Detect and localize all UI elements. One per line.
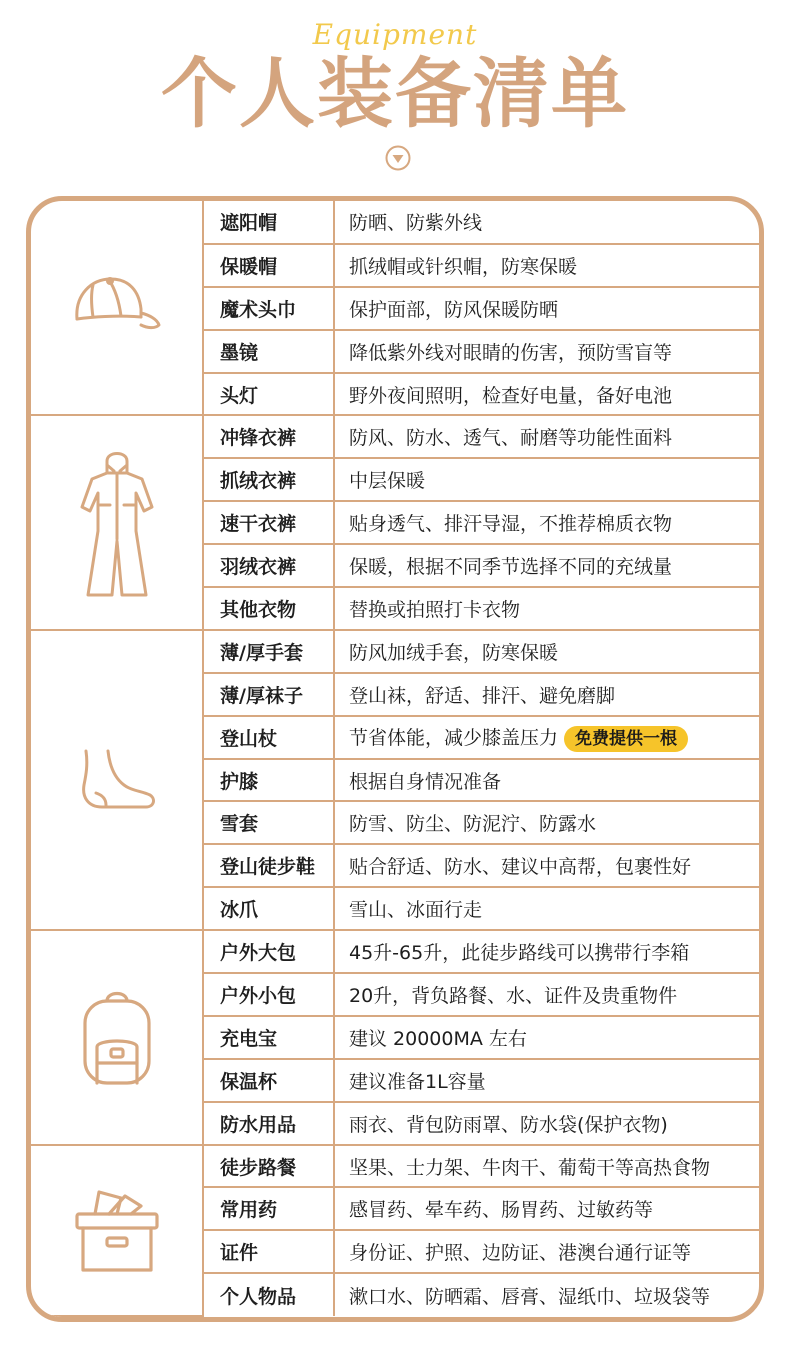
item-description-text: 替换或拍照打卡衣物 [349,598,521,621]
item-name: 保暖帽 [203,244,334,287]
item-name: 护膝 [203,759,334,802]
item-name: 薄/厚袜子 [203,673,334,716]
item-name: 证件 [203,1230,334,1273]
item-description [334,244,759,287]
item-name: 羽绒衣裤 [203,544,334,587]
item-description-text: 登山袜，舒适、排汗、避免磨脚 [349,684,616,707]
item-description-text: 坚果、士力架、牛肉干、葡萄干等高热食物 [349,1156,711,1179]
item-description [334,1016,759,1059]
equipment-panel [26,196,764,1322]
item-description [334,844,759,887]
header [0,0,790,195]
item-name: 魔术头巾 [203,287,334,330]
item-name: 冰爪 [203,887,334,930]
foot-icon [76,745,158,815]
table-row [31,930,759,973]
item-name: 户外大包 [203,930,334,973]
triangle-down-icon [385,145,411,171]
item-description [334,287,759,330]
box-icon [69,1184,165,1276]
table-row [31,201,759,244]
table-row [31,415,759,458]
item-description-text: 雨衣、背包防雨罩、防水袋(保护衣物) [349,1113,668,1136]
item-description [334,1187,759,1230]
item-description-text: 防晒、防紫外线 [349,212,483,235]
item-description [334,415,759,458]
subtitle: Equipment [312,18,478,51]
cap-icon [69,273,165,343]
item-description-text: 身份证、护照、边防证、港澳台通行证等 [349,1242,692,1265]
item-description [334,887,759,930]
item-name: 徒步路餐 [203,1145,334,1188]
item-description-text: 保暖，根据不同季节选择不同的充绒量 [349,556,673,579]
item-description-text: 中层保暖 [349,470,426,493]
item-description-text: 野外夜间照明，检查好电量，备好电池 [349,384,673,407]
equipment-table [31,201,759,1317]
item-name: 登山杖 [203,716,334,759]
item-description [334,759,759,802]
page-title: 个人装备清单 [161,49,629,138]
item-name: 个人物品 [203,1273,334,1316]
item-description-text: 防风加绒手套，防寒保暖 [349,641,559,664]
item-description-text: 建议 20000MA 左右 [349,1027,527,1050]
item-description [334,373,759,416]
item-description-text: 贴身透气、排汗导湿，不推荐棉质衣物 [349,513,673,536]
item-description [334,1102,759,1145]
item-description [334,587,759,630]
item-description [334,544,759,587]
item-description [334,501,759,544]
item-description [334,458,759,501]
item-description-text: 20升，背负路餐、水、证件及贵重物件 [349,984,678,1007]
item-name: 头灯 [203,373,334,416]
free-badge: 免费提供一根 [564,726,688,752]
item-description-text: 建议准备1L容量 [349,1070,486,1093]
box-icon [31,1145,203,1317]
item-description-text: 根据自身情况准备 [349,770,502,793]
item-name: 速干衣裤 [203,501,334,544]
item-description [334,1230,759,1273]
item-description-text: 漱口水、防晒霜、唇膏、湿纸巾、垃圾袋等 [349,1285,711,1308]
item-description-text: 贴合舒适、防水、建议中高帮，包裹性好 [349,856,692,879]
backpack-icon [31,930,203,1144]
cap-icon [31,201,203,415]
jumpsuit-icon [74,443,160,603]
item-description [334,330,759,373]
item-description-text: 45升-65升，此徒步路线可以携带行李箱 [349,942,690,965]
item-name: 常用药 [203,1187,334,1230]
item-name: 保温杯 [203,1059,334,1102]
item-name: 墨镜 [203,330,334,373]
jumpsuit-icon [31,415,203,629]
item-name: 防水用品 [203,1102,334,1145]
item-description [334,801,759,844]
item-description-text: 保护面部，防风保暖防晒 [349,298,559,321]
item-description [334,673,759,716]
item-description [334,930,759,973]
item-description-text: 雪山、冰面行走 [349,899,483,922]
backpack-icon [75,985,159,1089]
item-description [334,973,759,1016]
item-description-text: 降低紫外线对眼睛的伤害，预防雪盲等 [349,341,673,364]
item-name: 冲锋衣裤 [203,415,334,458]
item-description-text: 感冒药、晕车药、肠胃药、过敏药等 [349,1199,654,1222]
item-name: 抓绒衣裤 [203,458,334,501]
item-name: 户外小包 [203,973,334,1016]
item-description [334,201,759,244]
item-name: 充电宝 [203,1016,334,1059]
item-name: 薄/厚手套 [203,630,334,673]
table-row [31,1145,759,1188]
item-name: 登山徒步鞋 [203,844,334,887]
item-name: 雪套 [203,801,334,844]
item-description [334,716,759,759]
item-description-text: 抓绒帽或针织帽，防寒保暖 [349,255,578,278]
item-description-text: 防风、防水、透气、耐磨等功能性面料 [349,427,673,450]
item-description [334,630,759,673]
item-description-text: 防雪、防尘、防泥泞、防露水 [349,813,597,836]
table-row [31,630,759,673]
item-name: 其他衣物 [203,587,334,630]
item-description-text: 节省体能，减少膝盖压力 [349,726,559,749]
item-description [334,1145,759,1188]
item-name: 遮阳帽 [203,201,334,244]
item-description [334,1059,759,1102]
item-description [334,1273,759,1316]
foot-icon [31,630,203,930]
